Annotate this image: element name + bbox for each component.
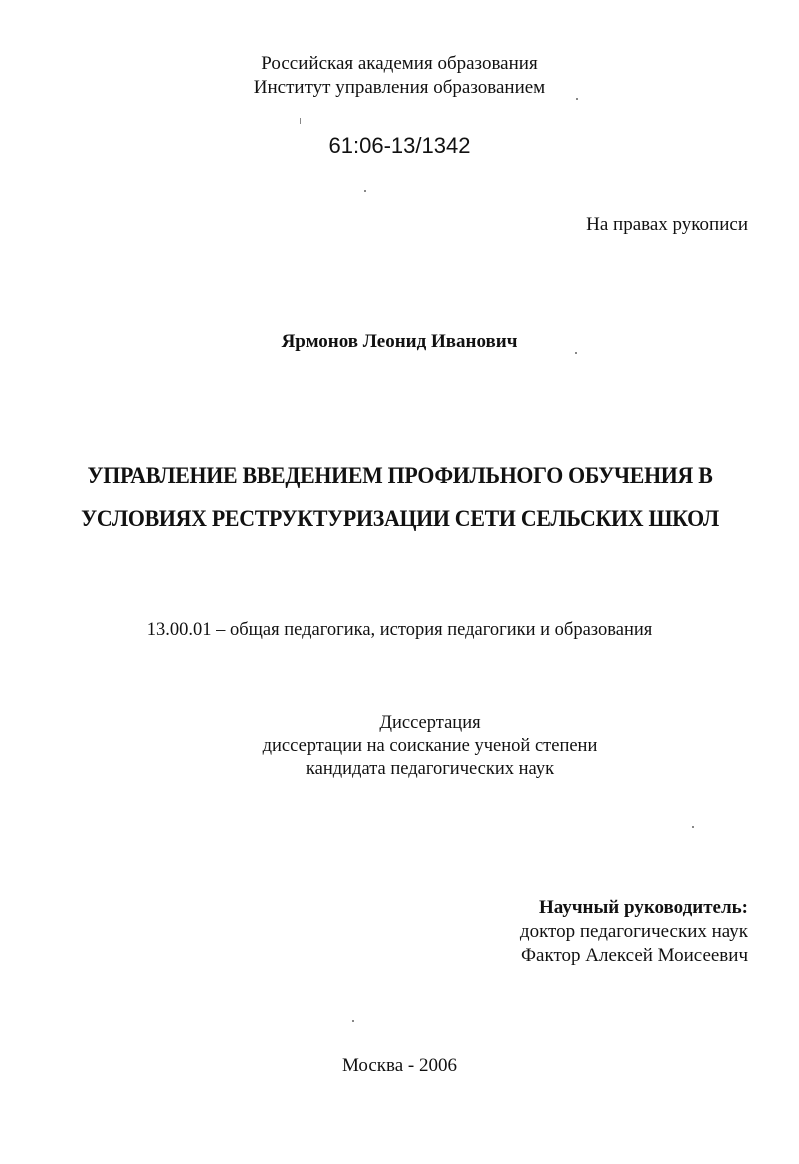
scan-speck	[575, 352, 577, 354]
scan-speck	[300, 118, 301, 124]
organization-name: Российская академия образования	[261, 53, 538, 74]
supervisor-name: Фактор Алексей Моисеевич	[521, 945, 748, 966]
degree-type: Диссертация	[379, 713, 481, 733]
manuscript-rights: На правах рукописи	[586, 214, 748, 235]
dissertation-title-line-2: УСЛОВИЯХ РЕСТРУКТУРИЗАЦИИ СЕТИ СЕЛЬСКИХ ШКОЛ	[81, 506, 719, 532]
city-year: Москва - 2006	[341, 1055, 458, 1076]
supervisor-label: Научный руководитель:	[539, 897, 748, 918]
degree-field: кандидата педагогических наук	[305, 759, 555, 779]
degree-block	[220, 712, 640, 781]
dissertation-title-line-1: УПРАВЛЕНИЕ ВВЕДЕНИЕМ ПРОФИЛЬНОГО ОБУЧЕНИЯ В	[87, 463, 713, 489]
specialty-code: 13.00.01 – общая педагогика, история педагогики и образования	[146, 620, 653, 640]
scan-speck	[352, 1020, 354, 1022]
scan-speck	[576, 98, 578, 100]
catalog-code: 61:06-13/1342	[328, 133, 471, 158]
author-name: Ярмонов Леонид Иванович	[281, 331, 518, 352]
institute-name: Институт управления образованием	[253, 77, 546, 98]
degree-purpose: диссертации на соискание ученой степени	[262, 736, 598, 756]
supervisor-degree: доктор педагогических наук	[519, 921, 748, 942]
scan-speck	[364, 190, 366, 192]
scan-speck	[692, 826, 694, 828]
supervisor-block	[520, 896, 748, 968]
